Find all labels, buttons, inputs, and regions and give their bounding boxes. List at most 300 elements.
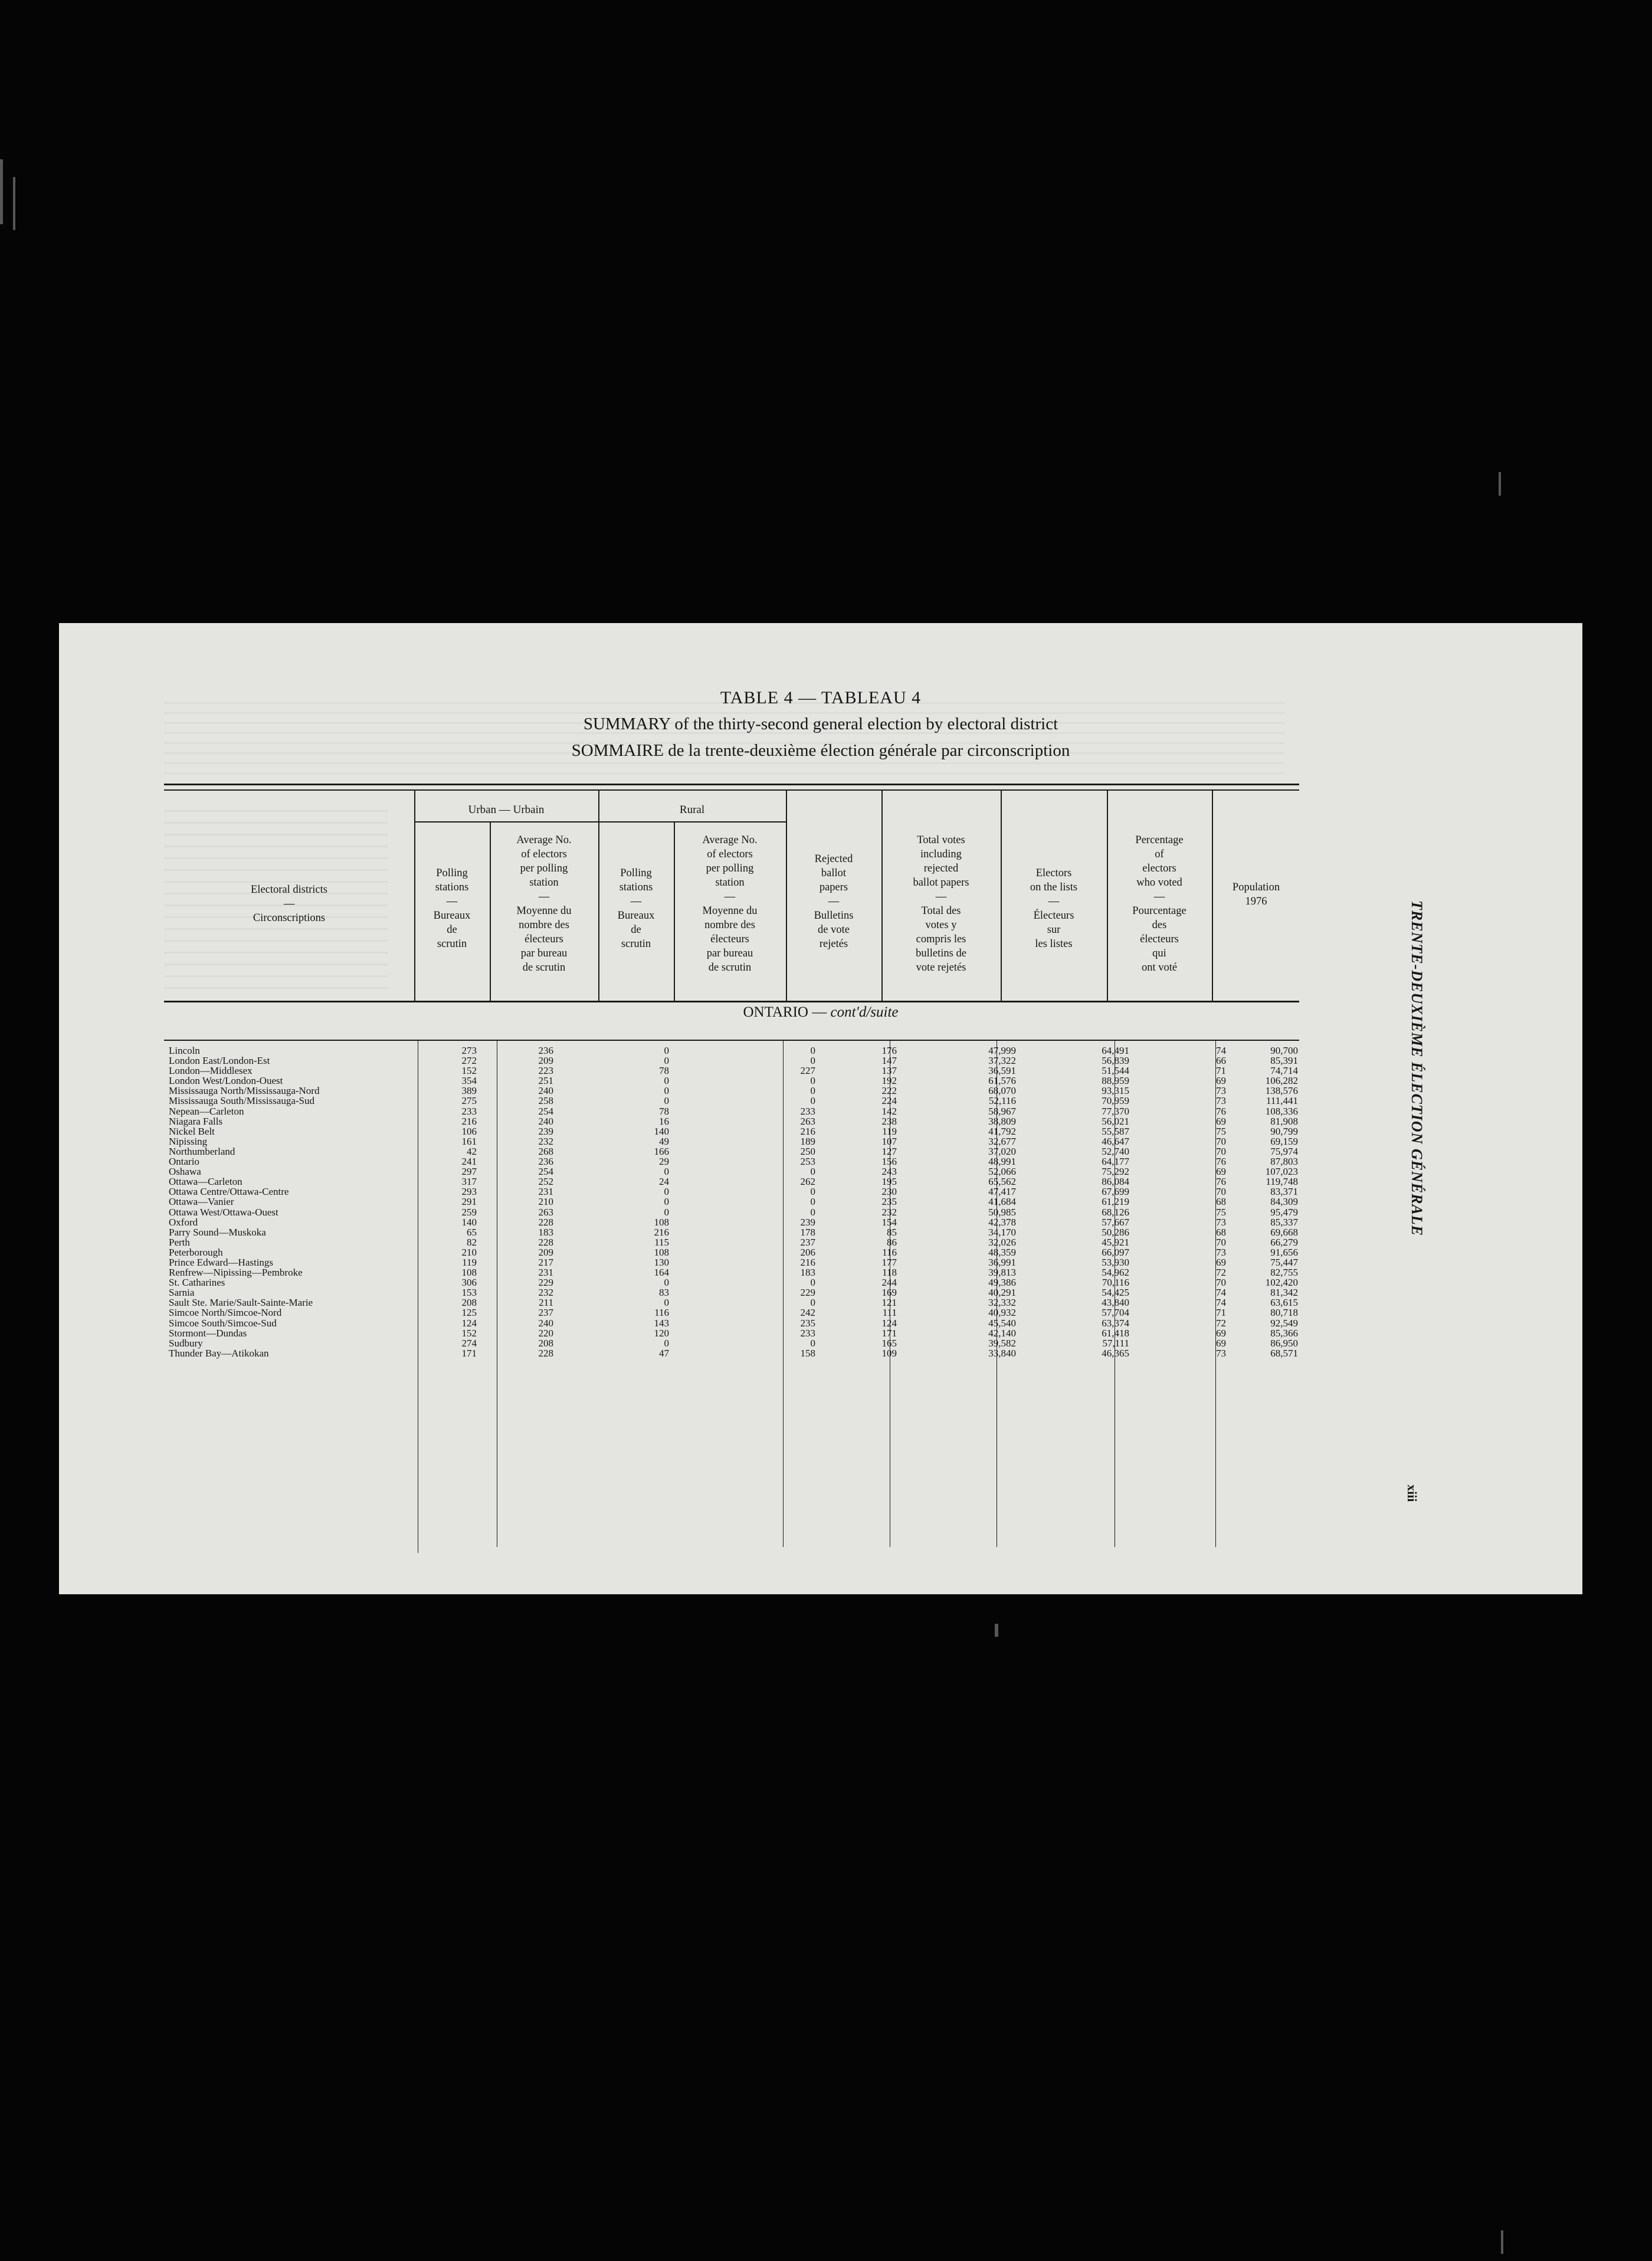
table-cell: 119 xyxy=(462,1256,477,1268)
header-population: Population 1976 xyxy=(1232,882,1280,907)
table-cell: 230 xyxy=(881,1186,897,1198)
table-cell: 240 xyxy=(538,1085,553,1097)
table-cell: 68,070 xyxy=(988,1085,1016,1097)
table-cell: 65 xyxy=(467,1226,477,1238)
table-cell: 71 xyxy=(1216,1065,1226,1077)
table-cell: 233 xyxy=(461,1105,477,1117)
district-name: Mississauga North/Mississauga-Nord xyxy=(169,1085,320,1097)
table-row xyxy=(165,1166,1298,1177)
header-rural-group: Rural xyxy=(679,804,705,816)
table-cell: 268 xyxy=(538,1145,553,1157)
table-cell: 216 xyxy=(800,1256,815,1268)
table-cell: 223 xyxy=(538,1065,553,1077)
table-cell: 36,991 xyxy=(988,1256,1016,1268)
table-cell: 78 xyxy=(659,1065,669,1077)
district-name: Thunder Bay—Atikokan xyxy=(169,1347,269,1359)
table-cell: 72 xyxy=(1216,1317,1226,1329)
table-subtitle-en: SUMMARY of the thirty-second general election by electoral district xyxy=(583,715,1058,733)
district-name: Parry Sound—Muskoka xyxy=(169,1226,266,1238)
table-cell: 115 xyxy=(654,1236,669,1248)
table-cell: 116 xyxy=(654,1307,669,1319)
table-cell: 75,292 xyxy=(1102,1166,1129,1178)
table-cell: 229 xyxy=(800,1287,815,1299)
district-name: Simcoe North/Simcoe-Nord xyxy=(169,1307,282,1319)
table-cell: 263 xyxy=(538,1206,553,1218)
table-cell: 164 xyxy=(654,1267,669,1279)
table-cell: 291 xyxy=(461,1196,477,1208)
table-cell: 0 xyxy=(664,1095,669,1107)
table-cell: 40,932 xyxy=(988,1307,1016,1319)
district-name: Nepean—Carleton xyxy=(169,1105,244,1117)
table-cell: 66,097 xyxy=(1102,1246,1129,1258)
table-cell: 69 xyxy=(1216,1327,1226,1339)
table-cell: 85,337 xyxy=(1270,1216,1298,1228)
table-row xyxy=(165,1136,1298,1146)
district-name: Nipissing xyxy=(169,1135,208,1147)
table-cell: 183 xyxy=(800,1267,815,1279)
scan-artifact xyxy=(13,177,15,230)
table-cell: 69 xyxy=(1216,1256,1226,1268)
table-row xyxy=(165,1116,1298,1126)
district-name: London East/London-Est xyxy=(169,1055,270,1067)
table-cell: 216 xyxy=(461,1115,477,1127)
table-cell: 236 xyxy=(538,1045,553,1056)
table-cell: 73 xyxy=(1216,1095,1226,1107)
table-cell: 82,755 xyxy=(1270,1267,1298,1279)
district-name: Renfrew—Nipissing—Pembroke xyxy=(169,1267,303,1279)
table-cell: 176 xyxy=(881,1045,897,1056)
table-cell: 95,479 xyxy=(1270,1206,1298,1218)
table-cell: 127 xyxy=(881,1145,897,1157)
table-cell: 52,116 xyxy=(988,1095,1016,1107)
table-cell: 0 xyxy=(810,1196,815,1208)
table-cell: 86,950 xyxy=(1270,1337,1298,1349)
table-row xyxy=(165,1126,1298,1136)
table-cell: 69 xyxy=(1216,1075,1226,1087)
district-name: Northumberland xyxy=(169,1145,235,1157)
table-cell: 74 xyxy=(1216,1287,1226,1299)
table-cell: 37,322 xyxy=(988,1055,1016,1067)
district-name: Lincoln xyxy=(169,1045,200,1056)
table-cell: 70 xyxy=(1216,1236,1226,1248)
table-cell: 85 xyxy=(887,1226,897,1238)
table-cell: 0 xyxy=(810,1055,815,1067)
table-cell: 61,219 xyxy=(1102,1196,1129,1208)
table-cell: 39,813 xyxy=(988,1267,1016,1279)
table-cell: 0 xyxy=(810,1075,815,1087)
table-cell: 254 xyxy=(538,1166,553,1178)
table-cell: 306 xyxy=(461,1277,477,1289)
table-row xyxy=(165,1106,1298,1116)
table-cell: 47,999 xyxy=(988,1045,1016,1056)
table-cell: 0 xyxy=(810,1297,815,1309)
table-cell: 228 xyxy=(538,1216,553,1228)
table-cell: 83,371 xyxy=(1270,1186,1298,1198)
page-number: xiii xyxy=(1405,1485,1420,1502)
table-cell: 37,020 xyxy=(988,1145,1016,1157)
table-cell: 75 xyxy=(1216,1125,1226,1137)
table-cell: 39,582 xyxy=(988,1337,1016,1349)
table-cell: 154 xyxy=(881,1216,897,1228)
table-cell: 189 xyxy=(800,1135,815,1147)
table-cell: 216 xyxy=(800,1125,815,1137)
header-urban-stations: Polling stations — Bureaux de scrutin xyxy=(433,867,471,950)
table-cell: 243 xyxy=(881,1166,897,1178)
district-name: Ottawa Centre/Ottawa-Centre xyxy=(169,1186,289,1198)
table-cell: 222 xyxy=(881,1085,897,1097)
scan-artifact xyxy=(1501,2230,1503,2254)
table-cell: 58,967 xyxy=(988,1105,1016,1117)
table-cell: 0 xyxy=(810,1277,815,1289)
table-cell: 0 xyxy=(664,1166,669,1178)
table-cell: 70 xyxy=(1216,1277,1226,1289)
table-cell: 0 xyxy=(810,1206,815,1218)
table-cell: 152 xyxy=(461,1327,477,1339)
table-cell: 86,084 xyxy=(1102,1176,1129,1188)
table-cell: 64,177 xyxy=(1102,1156,1129,1168)
table-cell: 73 xyxy=(1216,1216,1226,1228)
table-cell: 81,908 xyxy=(1270,1115,1298,1127)
table-cell: 56,839 xyxy=(1102,1055,1129,1067)
table-cell: 242 xyxy=(800,1307,815,1319)
table-cell: 183 xyxy=(538,1226,553,1238)
header-urban-group: Urban — Urbain xyxy=(468,804,545,816)
district-name: Simcoe South/Simcoe-Sud xyxy=(169,1317,277,1329)
table-cell: 237 xyxy=(800,1236,815,1248)
table-cell: 0 xyxy=(664,1085,669,1097)
table-cell: 106 xyxy=(461,1125,477,1137)
table-cell: 317 xyxy=(461,1176,477,1188)
table-cell: 235 xyxy=(881,1196,897,1208)
table-cell: 16 xyxy=(659,1115,669,1127)
header-total-votes: Total votes including rejected ballot papers — Total des votes y compris les bulletins de vote rejetés xyxy=(913,834,969,974)
table-cell: 73 xyxy=(1216,1246,1226,1258)
table-cell: 65,562 xyxy=(988,1176,1016,1188)
table-cell: 24 xyxy=(659,1176,669,1188)
table-cell: 142 xyxy=(881,1105,897,1117)
table-cell: 86 xyxy=(887,1236,897,1248)
table-cell: 272 xyxy=(461,1055,477,1067)
table-cell: 63,615 xyxy=(1270,1297,1298,1309)
table-body xyxy=(165,1046,1298,1358)
scan-artifact xyxy=(0,159,3,224)
table-cell: 84,309 xyxy=(1270,1196,1298,1208)
table-cell: 71 xyxy=(1216,1307,1226,1319)
table-row xyxy=(165,1308,1298,1318)
table-cell: 138,576 xyxy=(1265,1085,1298,1097)
table-cell: 116 xyxy=(882,1246,897,1258)
table-cell: 80,718 xyxy=(1270,1307,1298,1319)
scan-artifact xyxy=(1499,472,1501,496)
district-name: Oxford xyxy=(169,1216,198,1228)
table-cell: 0 xyxy=(810,1166,815,1178)
table-cell: 34,170 xyxy=(988,1226,1016,1238)
table-cell: 108 xyxy=(654,1216,669,1228)
side-caption: TRENTE-DEUXIÈME ÉLECTION GÉNÉRALE xyxy=(1408,900,1425,1236)
table-cell: 66 xyxy=(1216,1055,1226,1067)
table-cell: 91,656 xyxy=(1270,1246,1298,1258)
table-cell: 72 xyxy=(1216,1267,1226,1279)
district-name: Ottawa—Carleton xyxy=(169,1176,242,1188)
group-rule-urban xyxy=(414,821,598,823)
table-cell: 90,799 xyxy=(1270,1125,1298,1137)
table-cell: 42,378 xyxy=(988,1216,1016,1228)
table-cell: 49,386 xyxy=(988,1277,1016,1289)
table-cell: 0 xyxy=(810,1337,815,1349)
table-cell: 48,991 xyxy=(988,1156,1016,1168)
table-cell: 137 xyxy=(881,1065,897,1077)
table-cell: 169 xyxy=(881,1287,897,1299)
table-row xyxy=(165,1207,1298,1217)
table-cell: 70,116 xyxy=(1102,1277,1129,1289)
table-cell: 232 xyxy=(538,1287,553,1299)
table-cell: 250 xyxy=(800,1145,815,1157)
district-name: London West/London-Ouest xyxy=(169,1075,283,1087)
table-cell: 119,748 xyxy=(1266,1176,1298,1188)
table-cell: 232 xyxy=(881,1206,897,1218)
table-cell: 130 xyxy=(654,1256,669,1268)
table-cell: 217 xyxy=(538,1256,553,1268)
table-cell: 258 xyxy=(538,1095,553,1107)
table-row xyxy=(165,1046,1298,1056)
table-cell: 76 xyxy=(1216,1105,1226,1117)
table-cell: 195 xyxy=(881,1176,897,1188)
table-cell: 297 xyxy=(461,1166,477,1178)
header-rural-stations: Polling stations — Bureaux de scrutin xyxy=(617,867,655,950)
table-row xyxy=(165,1076,1298,1086)
table-cell: 57,704 xyxy=(1102,1307,1129,1319)
table-cell: 69 xyxy=(1216,1115,1226,1127)
table-cell: 42,140 xyxy=(988,1327,1016,1339)
table-cell: 85,391 xyxy=(1270,1055,1298,1067)
table-cell: 0 xyxy=(810,1186,815,1198)
table-cell: 92,549 xyxy=(1270,1317,1298,1329)
table-cell: 166 xyxy=(654,1145,669,1157)
table-cell: 87,803 xyxy=(1270,1156,1298,1168)
table-cell: 211 xyxy=(539,1297,553,1309)
header-rural-average: Average No. of electors per polling station — Moyenne du nombre des électeurs par bureau de scrutin xyxy=(702,834,758,974)
table-cell: 231 xyxy=(538,1267,553,1279)
district-name: Prince Edward—Hastings xyxy=(169,1256,274,1268)
table-cell: 74 xyxy=(1216,1045,1226,1056)
table-cell: 275 xyxy=(461,1095,477,1107)
table-cell: 192 xyxy=(881,1075,897,1087)
table-cell: 171 xyxy=(461,1347,477,1359)
table-cell: 46,647 xyxy=(1102,1135,1129,1147)
table-row xyxy=(165,1197,1298,1207)
district-name: Nickel Belt xyxy=(169,1125,215,1137)
table-cell: 36,591 xyxy=(988,1065,1016,1077)
table-cell: 156 xyxy=(881,1156,897,1168)
table-cell: 57,667 xyxy=(1102,1216,1129,1228)
table-cell: 231 xyxy=(538,1186,553,1198)
table-cell: 41,684 xyxy=(988,1196,1016,1208)
table-row xyxy=(165,1096,1298,1106)
table-cell: 69 xyxy=(1216,1166,1226,1178)
table-cell: 259 xyxy=(461,1206,477,1218)
table-cell: 235 xyxy=(800,1317,815,1329)
group-rule-rural xyxy=(598,821,786,823)
table-cell: 48,359 xyxy=(988,1246,1016,1258)
table-cell: 51,544 xyxy=(1102,1065,1129,1077)
table-cell: 108,336 xyxy=(1265,1105,1298,1117)
table-cell: 239 xyxy=(538,1125,553,1137)
table-cell: 32,026 xyxy=(988,1236,1016,1248)
table-row xyxy=(165,1177,1298,1187)
table-cell: 274 xyxy=(461,1337,477,1349)
table-cell: 55,587 xyxy=(1102,1125,1129,1137)
table-cell: 143 xyxy=(654,1317,669,1329)
table-cell: 232 xyxy=(538,1135,553,1147)
table-cell: 75 xyxy=(1216,1206,1226,1218)
table-cell: 158 xyxy=(800,1347,815,1359)
header-bottom-rule xyxy=(164,1001,1299,1002)
header-urban-average: Average No. of electors per polling station — Moyenne du nombre des électeurs par bureau de scrutin xyxy=(516,834,572,974)
header-top-rule-2 xyxy=(164,789,1299,791)
table-cell: 0 xyxy=(664,1297,669,1309)
table-cell: 354 xyxy=(461,1075,477,1087)
table-cell: 0 xyxy=(810,1095,815,1107)
table-cell: 389 xyxy=(461,1085,477,1097)
table-cell: 67,699 xyxy=(1102,1186,1129,1198)
header-top-rule xyxy=(164,784,1299,785)
table-cell: 209 xyxy=(538,1055,553,1067)
table-cell: 47 xyxy=(659,1347,669,1359)
table-cell: 224 xyxy=(881,1095,897,1107)
table-row xyxy=(165,1056,1298,1066)
table-cell: 124 xyxy=(881,1317,897,1329)
table-cell: 47,417 xyxy=(988,1186,1016,1198)
table-cell: 42 xyxy=(467,1145,477,1157)
table-cell: 108 xyxy=(461,1267,477,1279)
district-name: Oshawa xyxy=(169,1166,201,1178)
table-cell: 74,714 xyxy=(1270,1065,1298,1077)
table-cell: 81,342 xyxy=(1270,1287,1298,1299)
table-cell: 233 xyxy=(800,1327,815,1339)
table-cell: 54,962 xyxy=(1102,1267,1129,1279)
district-name: St. Catharines xyxy=(169,1277,225,1289)
table-cell: 43,840 xyxy=(1102,1297,1129,1309)
table-cell: 61,576 xyxy=(988,1075,1016,1087)
district-name: Sudbury xyxy=(169,1337,203,1349)
table-cell: 102,420 xyxy=(1265,1277,1298,1289)
table-cell: 83 xyxy=(659,1287,669,1299)
table-cell: 273 xyxy=(461,1045,477,1056)
table-cell: 50,286 xyxy=(1102,1226,1129,1238)
table-row xyxy=(165,1237,1298,1247)
table-cell: 45,540 xyxy=(988,1317,1016,1329)
table-cell: 238 xyxy=(881,1115,897,1127)
table-cell: 0 xyxy=(664,1186,669,1198)
table-cell: 152 xyxy=(461,1065,477,1077)
district-name: Mississauga South/Mississauga-Sud xyxy=(169,1095,314,1107)
table-cell: 240 xyxy=(538,1115,553,1127)
table-cell: 0 xyxy=(664,1075,669,1087)
table-cell: 70 xyxy=(1216,1186,1226,1198)
table-cell: 40,291 xyxy=(988,1287,1016,1299)
table-cell: 0 xyxy=(810,1045,815,1056)
table-cell: 209 xyxy=(538,1246,553,1258)
section-heading: ONTARIO — cont'd/suite xyxy=(743,1004,899,1020)
table-cell: 70 xyxy=(1216,1145,1226,1157)
table-cell: 45,921 xyxy=(1102,1236,1129,1248)
table-cell: 53,930 xyxy=(1102,1256,1129,1268)
table-cell: 233 xyxy=(800,1105,815,1117)
table-cell: 68 xyxy=(1216,1226,1226,1238)
district-name: London—Middlesex xyxy=(169,1065,253,1077)
table-cell: 147 xyxy=(881,1055,897,1067)
table-cell: 253 xyxy=(800,1156,815,1168)
table-cell: 32,677 xyxy=(988,1135,1016,1147)
table-row xyxy=(165,1348,1298,1358)
table-cell: 178 xyxy=(800,1226,815,1238)
table-cell: 171 xyxy=(881,1327,897,1339)
district-name: Sarnia xyxy=(169,1287,195,1299)
table-cell: 33,840 xyxy=(988,1347,1016,1359)
table-cell: 121 xyxy=(881,1297,897,1309)
header-electors: Electors on the lists — Électeurs sur les listes xyxy=(1030,867,1078,950)
table-cell: 52,740 xyxy=(1102,1145,1129,1157)
table-cell: 109 xyxy=(881,1347,897,1359)
table-cell: 120 xyxy=(654,1327,669,1339)
table-cell: 220 xyxy=(538,1327,553,1339)
table-cell: 70,959 xyxy=(1102,1095,1129,1107)
table-cell: 118 xyxy=(882,1267,897,1279)
table-row xyxy=(165,1277,1298,1287)
table-cell: 78 xyxy=(659,1105,669,1117)
table-cell: 68,126 xyxy=(1102,1206,1129,1218)
table-subtitle-fr: SOMMAIRE de la trente-deuxième élection générale par circonscription xyxy=(571,741,1070,760)
table-cell: 75,447 xyxy=(1270,1256,1298,1268)
table-cell: 216 xyxy=(654,1226,669,1238)
table-cell: 228 xyxy=(538,1347,553,1359)
table-cell: 107 xyxy=(881,1135,897,1147)
table-row xyxy=(165,1247,1298,1257)
table-row xyxy=(165,1217,1298,1227)
table-cell: 108 xyxy=(654,1246,669,1258)
district-name: Ottawa—Vanier xyxy=(169,1196,234,1208)
district-name: Perth xyxy=(169,1236,190,1248)
table-cell: 93,315 xyxy=(1102,1085,1129,1097)
table-cell: 210 xyxy=(461,1246,477,1258)
district-name: Peterborough xyxy=(169,1246,223,1258)
header-rejected-ballots: Rejected ballot papers — Bulletins de vote rejetés xyxy=(814,853,854,950)
table-cell: 107,023 xyxy=(1265,1166,1298,1178)
table-cell: 251 xyxy=(538,1075,553,1087)
table-cell: 68,571 xyxy=(1270,1347,1298,1359)
table-cell: 85,366 xyxy=(1270,1327,1298,1339)
table-cell: 52,066 xyxy=(988,1166,1016,1178)
table-cell: 0 xyxy=(664,1277,669,1289)
table-cell: 124 xyxy=(461,1317,477,1329)
scan-artifact xyxy=(995,1624,998,1637)
table-row xyxy=(165,1338,1298,1348)
table-row xyxy=(165,1227,1298,1237)
table-cell: 293 xyxy=(461,1186,477,1198)
district-name: Ontario xyxy=(169,1156,199,1168)
table-cell: 206 xyxy=(800,1246,815,1258)
table-cell: 0 xyxy=(664,1055,669,1067)
table-cell: 111 xyxy=(882,1307,897,1319)
table-cell: 0 xyxy=(664,1206,669,1218)
table-cell: 210 xyxy=(538,1196,553,1208)
district-name: Stormont—Dundas xyxy=(169,1327,247,1339)
table-cell: 66,279 xyxy=(1270,1236,1298,1248)
table-cell: 73 xyxy=(1216,1347,1226,1359)
table-cell: 68 xyxy=(1216,1196,1226,1208)
table-row xyxy=(165,1318,1298,1328)
table-cell: 29 xyxy=(659,1156,669,1168)
